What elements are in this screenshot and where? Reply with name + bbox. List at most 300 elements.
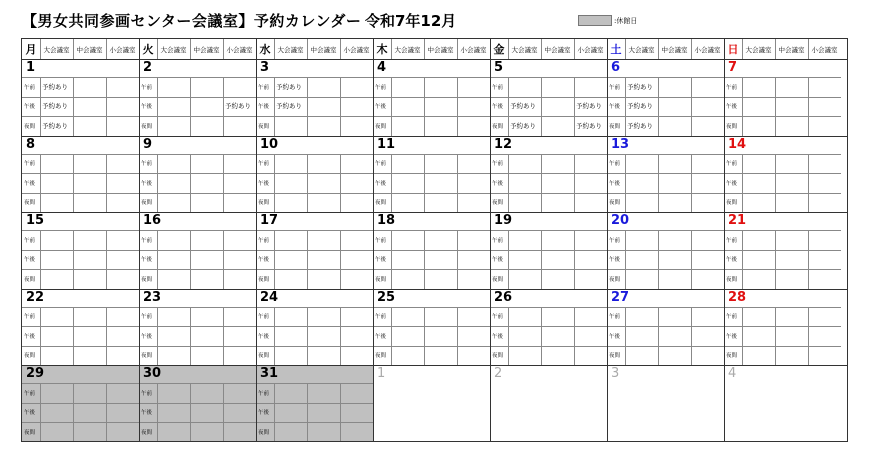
reservation-mark[interactable]: 予約あり (510, 121, 536, 130)
room-divider (157, 154, 158, 213)
room-divider (424, 307, 425, 366)
day-number: 28 (728, 289, 747, 305)
weekday-label: 火 (142, 43, 154, 56)
room-divider (541, 230, 542, 289)
reservation-mark[interactable]: 予約あり (576, 121, 602, 130)
room-divider (106, 154, 107, 213)
room-divider (190, 307, 191, 366)
room-divider (625, 307, 626, 366)
room-divider (340, 230, 341, 289)
period-label: 午後 (24, 333, 36, 340)
period-label: 午後 (726, 257, 738, 264)
room-divider (541, 77, 542, 136)
header-divider (625, 39, 626, 59)
period-label: 夜間 (24, 429, 36, 436)
day-number: 20 (611, 213, 630, 228)
period-label: 午前 (375, 84, 387, 91)
header-divider (775, 39, 776, 59)
period-label: 午後 (24, 257, 36, 264)
room-divider (190, 383, 191, 442)
day-number: 6 (611, 60, 621, 75)
legend-closed-label: :休館日 (614, 16, 638, 25)
period-label: 午前 (492, 237, 504, 244)
reservation-mark[interactable]: 予約あり (576, 102, 602, 111)
header-divider (340, 39, 341, 59)
day-number: 4 (728, 366, 737, 381)
period-label: 夜間 (141, 429, 153, 436)
period-label: 午後 (726, 104, 738, 111)
room-divider (340, 77, 341, 136)
period-label: 午前 (726, 84, 738, 91)
day-number: 11 (377, 136, 396, 152)
room-divider (742, 230, 743, 289)
room-divider (742, 307, 743, 366)
room-divider (775, 77, 776, 136)
period-label: 午前 (141, 314, 153, 321)
room-header: 中会議室 (778, 45, 805, 54)
room-divider (190, 77, 191, 136)
period-label: 午後 (141, 104, 153, 111)
period-label: 午後 (24, 410, 36, 417)
room-divider (190, 154, 191, 213)
room-divider (808, 154, 809, 213)
room-divider (106, 307, 107, 366)
room-divider (106, 77, 107, 136)
header-divider (808, 39, 809, 59)
room-divider (424, 230, 425, 289)
room-divider (73, 154, 74, 213)
header-divider (457, 39, 458, 59)
period-label: 午前 (609, 84, 621, 91)
room-divider (307, 77, 308, 136)
day-number: 15 (26, 213, 45, 228)
header-divider (508, 39, 509, 59)
room-divider (73, 230, 74, 289)
period-label: 午前 (258, 314, 270, 321)
period-label: 夜間 (726, 123, 738, 130)
period-label: 午後 (141, 410, 153, 417)
period-label: 午前 (609, 314, 621, 321)
period-label: 夜間 (492, 200, 504, 207)
room-divider (691, 307, 692, 366)
period-label: 午前 (24, 314, 36, 321)
room-divider (307, 383, 308, 442)
period-label: 夜間 (609, 353, 621, 360)
reservation-mark[interactable]: 予約あり (276, 82, 302, 91)
period-label: 午後 (24, 104, 36, 111)
period-label: 夜間 (258, 353, 270, 360)
room-divider (223, 154, 224, 213)
room-divider (73, 77, 74, 136)
period-label: 午後 (258, 257, 270, 264)
period-label: 夜間 (492, 123, 504, 130)
period-label: 夜間 (258, 276, 270, 283)
day-number: 24 (260, 289, 279, 305)
period-label: 夜間 (726, 276, 738, 283)
room-divider (541, 307, 542, 366)
period-label: 午後 (375, 180, 387, 187)
period-label: 午前 (24, 390, 36, 397)
room-divider (658, 154, 659, 213)
room-divider (457, 77, 458, 136)
room-divider (775, 307, 776, 366)
period-label: 夜間 (24, 353, 36, 360)
period-label: 午前 (24, 84, 36, 91)
room-divider (541, 154, 542, 213)
period-label: 夜間 (24, 123, 36, 130)
period-label: 午前 (492, 314, 504, 321)
header-divider (574, 39, 575, 59)
week-row-border (22, 212, 848, 213)
period-label: 夜間 (258, 429, 270, 436)
period-label: 夜間 (141, 276, 153, 283)
room-header: 小会議室 (460, 45, 487, 54)
room-divider (391, 77, 392, 136)
day-number: 16 (143, 213, 162, 228)
reservation-mark[interactable]: 予約あり (627, 121, 653, 130)
period-label: 午前 (492, 84, 504, 91)
room-divider (742, 77, 743, 136)
day-number: 8 (26, 136, 36, 152)
room-divider (73, 307, 74, 366)
room-divider (574, 230, 575, 289)
period-label: 夜間 (141, 353, 153, 360)
header-divider (658, 39, 659, 59)
period-label: 夜間 (609, 123, 621, 130)
day-column-border (724, 39, 725, 442)
period-label: 午後 (609, 257, 621, 264)
weekday-label: 水 (259, 43, 271, 56)
period-label: 夜間 (24, 200, 36, 207)
room-divider (40, 77, 41, 136)
day-number: 1 (26, 60, 36, 75)
room-divider (223, 77, 224, 136)
day-number: 5 (494, 60, 504, 75)
room-divider (40, 154, 41, 213)
room-divider (457, 154, 458, 213)
period-label: 午後 (609, 180, 621, 187)
room-header: 小会議室 (577, 45, 604, 54)
room-divider (223, 307, 224, 366)
day-number: 2 (143, 60, 153, 75)
period-label: 午後 (726, 180, 738, 187)
reservation-mark[interactable]: 予約あり (627, 82, 653, 91)
period-label: 午前 (375, 237, 387, 244)
room-divider (625, 230, 626, 289)
room-divider (73, 383, 74, 442)
room-divider (157, 230, 158, 289)
period-label: 午前 (375, 161, 387, 168)
reservation-mark[interactable]: 予約あり (627, 102, 653, 111)
room-divider (274, 77, 275, 136)
room-divider (274, 383, 275, 442)
room-divider (40, 383, 41, 442)
room-divider (157, 383, 158, 442)
period-label: 夜間 (258, 200, 270, 207)
room-divider (775, 230, 776, 289)
day-number: 3 (611, 366, 620, 381)
period-label: 夜間 (609, 200, 621, 207)
room-divider (457, 307, 458, 366)
period-label: 午後 (492, 333, 504, 340)
day-number: 31 (260, 366, 279, 381)
room-header: 小会議室 (226, 45, 253, 54)
weekday-label: 月 (25, 43, 37, 56)
day-column-border (139, 39, 140, 442)
room-divider (157, 307, 158, 366)
room-header: 小会議室 (343, 45, 370, 54)
reservation-mark[interactable]: 予約あり (42, 121, 68, 130)
period-label: 夜間 (375, 200, 387, 207)
day-number: 23 (143, 289, 162, 305)
weekday-label: 日 (727, 43, 739, 56)
legend (578, 15, 637, 26)
day-number: 4 (377, 60, 387, 75)
day-number: 27 (611, 289, 630, 305)
period-label: 午後 (726, 333, 738, 340)
room-divider (508, 307, 509, 366)
reservation-mark[interactable]: 予約あり (510, 102, 536, 111)
room-divider (691, 77, 692, 136)
day-number: 30 (143, 366, 162, 381)
room-divider (40, 307, 41, 366)
room-header: 小会議室 (694, 45, 721, 54)
day-number: 7 (728, 60, 738, 75)
period-label: 午後 (492, 104, 504, 111)
period-label: 午前 (24, 237, 36, 244)
period-label: 午前 (609, 237, 621, 244)
room-header: 中会議室 (76, 45, 103, 54)
day-number: 25 (377, 289, 396, 305)
room-header: 大会議室 (628, 45, 655, 54)
room-header: 大会議室 (277, 45, 304, 54)
header-divider (424, 39, 425, 59)
room-header: 中会議室 (193, 45, 220, 54)
day-number: 18 (377, 213, 396, 228)
room-divider (391, 230, 392, 289)
room-header: 大会議室 (43, 45, 70, 54)
header-divider (541, 39, 542, 59)
period-label: 午後 (609, 333, 621, 340)
room-divider (808, 77, 809, 136)
day-number: 22 (26, 289, 45, 305)
legend-closed-swatch (578, 15, 612, 26)
room-divider (340, 307, 341, 366)
room-divider (307, 154, 308, 213)
room-divider (190, 230, 191, 289)
room-header: 中会議室 (310, 45, 337, 54)
room-header: 大会議室 (394, 45, 421, 54)
weekday-label: 金 (493, 43, 505, 56)
room-divider (742, 154, 743, 213)
day-number: 14 (728, 136, 747, 152)
day-column-border (607, 39, 608, 442)
room-divider (508, 77, 509, 136)
room-divider (625, 77, 626, 136)
day-number: 17 (260, 213, 279, 228)
period-label: 午後 (258, 104, 270, 111)
room-divider (658, 77, 659, 136)
room-header: 大会議室 (511, 45, 538, 54)
period-label: 午前 (258, 390, 270, 397)
room-divider (157, 77, 158, 136)
week-row-border (22, 289, 848, 290)
room-divider (508, 230, 509, 289)
reservation-calendar (21, 38, 848, 442)
weekday-label: 木 (376, 43, 388, 56)
day-number: 12 (494, 136, 513, 152)
day-number: 2 (494, 366, 503, 381)
period-label: 夜間 (492, 353, 504, 360)
room-divider (106, 230, 107, 289)
room-divider (808, 307, 809, 366)
header-divider (190, 39, 191, 59)
room-divider (658, 230, 659, 289)
room-divider (424, 77, 425, 136)
period-label: 午後 (492, 180, 504, 187)
header-divider (40, 39, 41, 59)
room-header: 中会議室 (427, 45, 454, 54)
room-divider (691, 154, 692, 213)
period-label: 夜間 (375, 123, 387, 130)
period-label: 夜間 (726, 200, 738, 207)
period-label: 午後 (258, 410, 270, 417)
room-header: 大会議室 (745, 45, 772, 54)
period-label: 午後 (141, 180, 153, 187)
period-label: 夜間 (609, 276, 621, 283)
period-label: 午前 (141, 237, 153, 244)
room-divider (274, 307, 275, 366)
period-label: 午前 (141, 390, 153, 397)
room-divider (340, 154, 341, 213)
period-label: 午前 (258, 237, 270, 244)
room-divider (340, 383, 341, 442)
day-number: 13 (611, 136, 630, 152)
weekday-label: 土 (610, 43, 622, 56)
period-label: 午後 (141, 333, 153, 340)
period-label: 午前 (609, 161, 621, 168)
room-divider (106, 383, 107, 442)
header-divider (391, 39, 392, 59)
period-label: 午後 (375, 333, 387, 340)
room-divider (574, 307, 575, 366)
day-number: 21 (728, 213, 747, 228)
room-header: 中会議室 (661, 45, 688, 54)
period-label: 午前 (492, 161, 504, 168)
period-label: 夜間 (726, 353, 738, 360)
day-column-border (373, 39, 374, 442)
header-divider (106, 39, 107, 59)
header-divider (274, 39, 275, 59)
room-divider (307, 307, 308, 366)
room-divider (658, 307, 659, 366)
week-row-border (22, 136, 848, 137)
period-label: 午前 (726, 237, 738, 244)
period-label: 午後 (141, 257, 153, 264)
room-divider (391, 307, 392, 366)
header-divider (73, 39, 74, 59)
room-divider (508, 154, 509, 213)
day-number: 10 (260, 136, 279, 152)
period-label: 夜間 (375, 276, 387, 283)
day-number: 9 (143, 136, 153, 152)
room-divider (574, 77, 575, 136)
period-label: 午前 (141, 161, 153, 168)
week-row-border (22, 365, 848, 366)
era-month: 令和7年12月 (365, 12, 457, 30)
period-label: 夜間 (141, 123, 153, 130)
room-header: 大会議室 (160, 45, 187, 54)
period-label: 午前 (141, 84, 153, 91)
period-label: 夜間 (258, 123, 270, 130)
day-column-border (490, 39, 491, 442)
period-label: 午後 (258, 180, 270, 187)
day-number: 19 (494, 213, 513, 228)
room-divider (808, 230, 809, 289)
header-divider (742, 39, 743, 59)
period-label: 午後 (375, 257, 387, 264)
room-divider (223, 230, 224, 289)
period-label: 午前 (726, 161, 738, 168)
period-label: 午後 (24, 180, 36, 187)
period-label: 午前 (24, 161, 36, 168)
room-divider (391, 154, 392, 213)
period-label: 午前 (726, 314, 738, 321)
day-number: 29 (26, 366, 45, 381)
period-label: 午後 (375, 104, 387, 111)
period-label: 夜間 (141, 200, 153, 207)
period-label: 夜間 (375, 353, 387, 360)
period-label: 夜間 (24, 276, 36, 283)
room-header: 小会議室 (811, 45, 838, 54)
room-divider (424, 154, 425, 213)
period-label: 午前 (258, 161, 270, 168)
period-label: 午前 (258, 84, 270, 91)
header-divider (157, 39, 158, 59)
room-divider (625, 154, 626, 213)
day-number: 26 (494, 289, 513, 305)
day-number: 3 (260, 60, 270, 75)
period-label: 午後 (492, 257, 504, 264)
reservation-mark[interactable]: 予約あり (276, 102, 302, 111)
period-label: 夜間 (492, 276, 504, 283)
period-label: 午後 (609, 104, 621, 111)
room-divider (274, 230, 275, 289)
period-label: 午前 (375, 314, 387, 321)
room-divider (574, 154, 575, 213)
header-divider (307, 39, 308, 59)
header-divider (691, 39, 692, 59)
calendar-title: 【男女共同参画センター会議室】予約カレンダー (22, 12, 362, 30)
room-divider (274, 154, 275, 213)
reservation-mark[interactable]: 予約あり (42, 102, 68, 111)
room-divider (691, 230, 692, 289)
room-divider (40, 230, 41, 289)
room-header: 中会議室 (544, 45, 571, 54)
day-number: 1 (377, 366, 386, 381)
room-divider (307, 230, 308, 289)
room-header: 小会議室 (109, 45, 136, 54)
day-column-border (256, 39, 257, 442)
period-label: 午後 (258, 333, 270, 340)
room-divider (775, 154, 776, 213)
reservation-mark[interactable]: 予約あり (225, 102, 251, 111)
room-divider (457, 230, 458, 289)
week-row-border (22, 59, 848, 60)
reservation-mark[interactable]: 予約あり (42, 82, 68, 91)
header-divider (223, 39, 224, 59)
room-divider (223, 383, 224, 442)
